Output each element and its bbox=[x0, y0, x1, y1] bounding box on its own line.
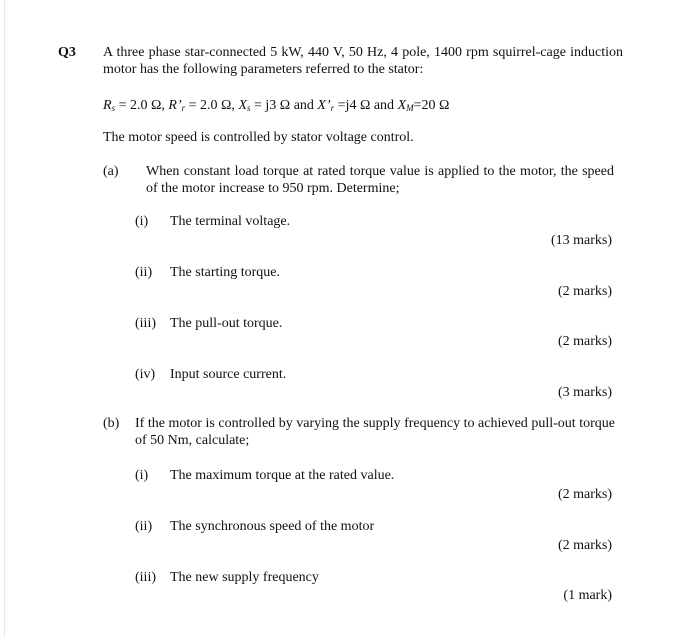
part-b-label: (b) bbox=[103, 416, 120, 431]
question-intro: A three phase star-connected 5 kW, 440 V, 50 Hz, 4 pole, 1400 rpm squirrel-cage induction motor has the following parameters referred to the stator: bbox=[103, 45, 623, 77]
item-text: The maximum torque at the rated value. bbox=[170, 468, 395, 483]
marks-label: (13 marks) bbox=[550, 233, 612, 248]
item-label: (i) bbox=[135, 214, 149, 229]
item-label: (iii) bbox=[135, 316, 156, 331]
part-a-label: (a) bbox=[103, 164, 119, 179]
item-text: Input source current. bbox=[170, 367, 287, 382]
part-b-text: If the motor is controlled by varying the supply frequency to achieved pull-out torque of 50 Nm, calculate; bbox=[135, 416, 615, 448]
marks-label: (2 marks) bbox=[557, 487, 612, 502]
param-xr: $X’_r =j4$ Ω and bbox=[317, 98, 398, 113]
item-label: (i) bbox=[135, 468, 149, 483]
marks-label: (3 marks) bbox=[557, 385, 612, 400]
marks-label: (1 mark) bbox=[563, 588, 612, 603]
marks-label: (2 marks) bbox=[557, 334, 612, 349]
param-xs: $X_s = j3$ Ω and bbox=[238, 98, 318, 113]
item-label: (iv) bbox=[135, 367, 156, 382]
item-label: (iii) bbox=[135, 570, 156, 585]
item-text: The new supply frequency bbox=[170, 570, 319, 585]
item-text: The terminal voltage. bbox=[170, 214, 291, 229]
item-label: (ii) bbox=[135, 265, 153, 280]
param-xm: $X_M=20$ Ω bbox=[397, 98, 450, 113]
parameter-list bbox=[103, 97, 449, 114]
item-label: (ii) bbox=[135, 519, 153, 534]
param-rr: $R’_r = 2.0$ Ω, bbox=[168, 98, 239, 113]
marks-label: (2 marks) bbox=[557, 538, 612, 553]
question-number: Q3 bbox=[58, 45, 76, 60]
item-text: The starting torque. bbox=[170, 265, 281, 280]
control-statement: The motor speed is controlled by stator voltage control. bbox=[103, 130, 414, 145]
page-edge bbox=[4, 0, 5, 637]
item-text: The synchronous speed of the motor bbox=[170, 519, 375, 534]
param-rs: $R_s = 2.0$ Ω, bbox=[103, 98, 169, 113]
marks-label: (2 marks) bbox=[557, 284, 612, 299]
item-text: The pull-out torque. bbox=[170, 316, 283, 331]
part-a-text: When constant load torque at rated torque value is applied to the motor, the speed of the motor increase to 950 rpm. Determine; bbox=[146, 164, 614, 196]
